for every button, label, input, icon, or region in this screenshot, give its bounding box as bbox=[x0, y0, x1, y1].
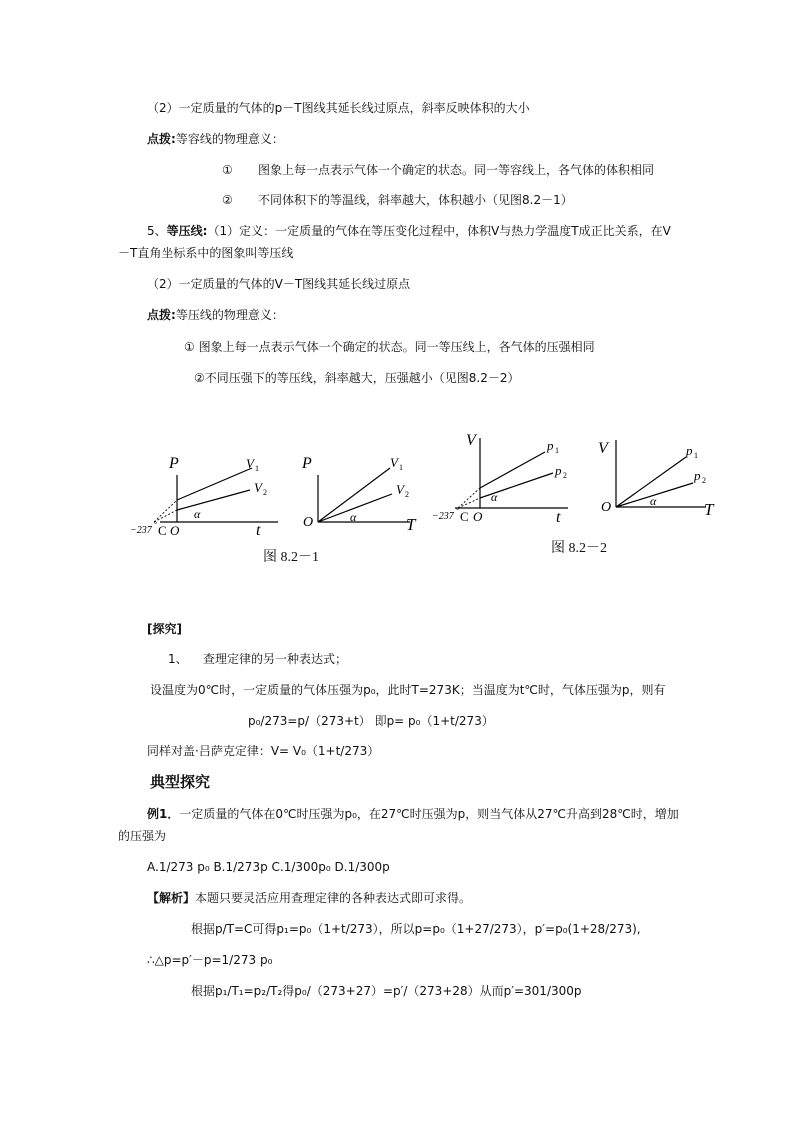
isobar-item-2: （2）一定质量的气体的V－T图线其延长线过原点 bbox=[147, 277, 411, 291]
solution-step-1: 根据p/T=C可得p₁=p₀（1+t/273），所以p=p₀（1+27/273），p′=p₀(1+28/273), bbox=[191, 922, 641, 936]
figure-2-caption: 图 8.2－2 bbox=[551, 541, 607, 556]
explore-line-1: 设温度为0℃时，一定质量的气体压强为p₀，此时T=273K；当温度为t℃时，气体压强为p，则有 bbox=[150, 683, 666, 697]
line-1-subscript: 1 bbox=[255, 464, 259, 473]
line-1-label: p bbox=[547, 438, 554, 453]
explore-heading: [探究] bbox=[147, 622, 182, 636]
tip-label: 点拨: bbox=[147, 132, 176, 146]
origin-label: O bbox=[473, 509, 483, 524]
angle-label: α bbox=[194, 507, 201, 521]
explore-item-num: 1、 bbox=[168, 652, 188, 666]
section-title: 等压线: bbox=[166, 224, 208, 238]
isochore-item-2: （2）一定质量的气体的p－T图线其延长线过原点，斜率反映体积的大小 bbox=[147, 101, 530, 115]
analysis-label: 【解析】 bbox=[147, 891, 196, 905]
solution-step-3: 根据p₁/T₁=p₂/T₂得p₀/（273+27）=p′/（273+28）从而p′=301/300p bbox=[191, 984, 582, 998]
section-number: 5、 bbox=[147, 224, 167, 238]
angle-label: α bbox=[350, 510, 357, 524]
neg-temp-label: −237 bbox=[432, 511, 454, 522]
line-2-subscript: 2 bbox=[702, 476, 706, 485]
analysis bbox=[147, 890, 471, 906]
y-axis-label: V bbox=[466, 432, 476, 449]
isochore-point-1: 图象上每一点表示气体一个确定的状态。同一等容线上，各气体的体积相同 bbox=[258, 163, 655, 177]
example-1 bbox=[147, 806, 679, 822]
line-1-label: p bbox=[686, 443, 693, 458]
line-2-label: p bbox=[555, 463, 562, 478]
line-1-subscript: 1 bbox=[399, 463, 403, 472]
typical-heading: 典型探究 bbox=[150, 773, 211, 791]
isobar-definition-cont: －T直角坐标系中的图象叫等压线 bbox=[118, 246, 294, 260]
line-2-subscript: 2 bbox=[563, 471, 567, 480]
x-axis-label: t bbox=[256, 522, 261, 539]
isobar-point-1: ① 图象上每一点表示气体一个确定的状态。同一等压线上，各气体的压强相同 bbox=[184, 340, 595, 354]
fig2-right-graph bbox=[598, 440, 715, 519]
tip-text: 等压线的物理意义： bbox=[175, 308, 284, 322]
neg-temp-label: −237 bbox=[130, 525, 152, 536]
fig2-left-graph bbox=[432, 432, 568, 526]
line-2-subscript: 2 bbox=[263, 488, 267, 497]
isochore-point-2: 不同体积下的等温线，斜率越大，体积越小（见图8.2－1） bbox=[258, 193, 573, 207]
x-axis-label: T bbox=[704, 500, 714, 519]
line-1-subscript: 1 bbox=[694, 451, 698, 460]
example-label: 例1． bbox=[147, 807, 180, 821]
isochore-point-1-num: ① bbox=[222, 163, 233, 177]
tip-label: 点拨: bbox=[147, 308, 176, 322]
y-axis-label: P bbox=[169, 455, 179, 472]
solution-step-2: ∴△p=p′－p=1/273 p₀ bbox=[147, 953, 273, 967]
y-axis-label: V bbox=[598, 440, 608, 457]
line-2-label: p bbox=[694, 468, 701, 483]
example-text: 一定质量的气体在0℃时压强为p₀，在27℃时压强为p，则当气体从27℃升高到28℃时，增加 bbox=[179, 807, 679, 821]
fig1-left-graph bbox=[130, 455, 278, 539]
celsius-label: C bbox=[158, 523, 167, 538]
explore-line-3: 同样对盖·吕萨克定律：V= V₀（1+t/273） bbox=[147, 744, 380, 758]
line-1-subscript: 1 bbox=[555, 446, 559, 455]
fig1-right-graph bbox=[301, 455, 417, 534]
explore-formula: p₀/273=p/（273+t） 即p= p₀（1+t/273） bbox=[248, 714, 494, 728]
line-2-subscript: 2 bbox=[405, 490, 409, 499]
x-axis-label: t bbox=[556, 509, 561, 526]
explore-item-title: 查理定律的另一种表达式； bbox=[203, 652, 348, 666]
origin-label: O bbox=[601, 500, 612, 515]
line-1-label: V bbox=[390, 455, 398, 470]
degree-mark: ° bbox=[154, 520, 158, 529]
example-options: A.1/273 p₀ B.1/273p C.1/300p₀ D.1/300p bbox=[147, 860, 390, 874]
isobar-point-2: ②不同压强下的等压线，斜率越大，压强越小（见图8.2－2） bbox=[194, 371, 520, 385]
example-1-cont: 的压强为 bbox=[118, 829, 167, 843]
angle-label: α bbox=[491, 490, 498, 504]
x-axis-label: T bbox=[406, 515, 416, 534]
line-2-label: V bbox=[396, 482, 404, 497]
degree-mark: ° bbox=[456, 506, 460, 515]
origin-label: O bbox=[303, 515, 314, 530]
y-axis-label: P bbox=[302, 455, 312, 472]
celsius-label: C bbox=[460, 509, 469, 524]
analysis-text: 本题只要灵活应用查理定律的各种表达式即可求得。 bbox=[195, 891, 472, 905]
isochore-point-2-num: ② bbox=[222, 193, 233, 207]
line-2-label: V bbox=[254, 480, 262, 495]
tip-text: 等容线的物理意义： bbox=[175, 132, 284, 146]
definition-text: （1）定义：一定质量的气体在等压变化过程中，体积V与热力学温度T成正比关系，在V bbox=[207, 224, 671, 238]
origin-label: O bbox=[170, 523, 180, 538]
line-1-label: V bbox=[246, 456, 254, 471]
figure-1-caption: 图 8.2－1 bbox=[263, 550, 319, 565]
angle-label: α bbox=[650, 494, 657, 508]
